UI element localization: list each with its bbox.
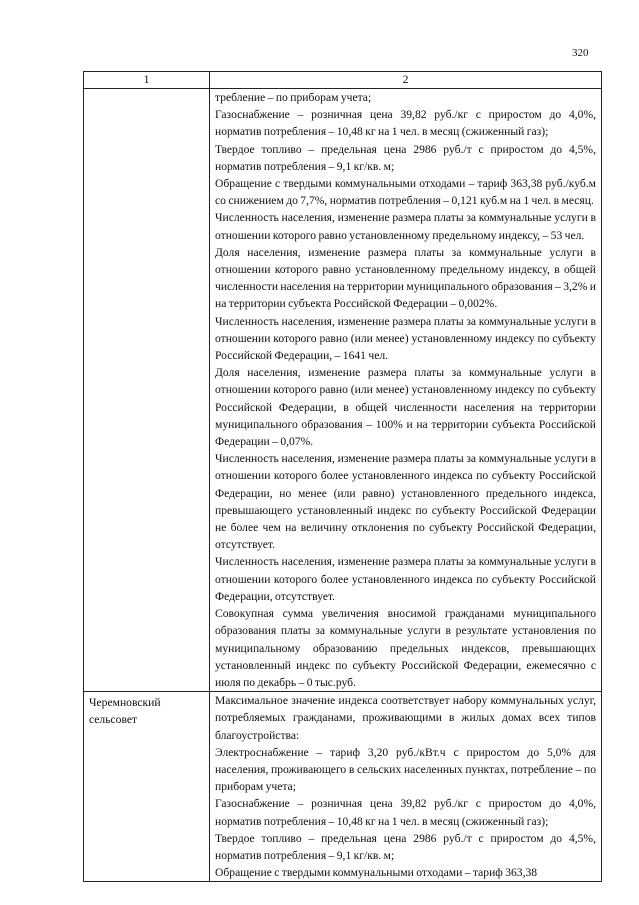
column-header-2: 2 [210,72,602,89]
paragraph: Численность населения, изменение размера платы за коммунальные услуги в отношении которого более установленного индекса по субъекту Российской Федерации, но менее (или равно) установленного предельного индекса, превышающего установленный индекс по субъекту Российской Федерации не более чем на величину отклонения по субъекту Российской Федерации, отсутствует. [215,452,596,552]
region-cell: Черемновский сельсовет [84,692,210,882]
paragraph: Численность населения, изменение размера платы за коммунальные услуги в отношении которого равно (или менее) установленному индексу по субъекту Российской Федерации, – 1641 чел. [215,314,596,363]
paragraph: Численность населения, изменение размера платы за коммунальные услуги в отношении которого равно установленному предельному индексу, – 53 чел. [215,211,596,242]
paragraph: Газоснабжение – розничная цена 39,82 руб./кг с приростом до 4,0%, норматив потребления – 10,48 кг на 1 чел. в месяц (сжиженный газ); [215,797,596,828]
table-row [84,692,602,882]
paragraph: Максимальное значение индекса соответствует набору коммунальных услуг, потребляемых гражданами, проживающими в жилых домах всех типов благоустройства: [215,694,596,742]
paragraph: Газоснабжение – розничная цена 39,82 руб./кг с приростом до 4,0%, норматив потребления – 10,48 кг на 1 чел. в месяц (сжиженный газ); [215,108,596,139]
paragraph: Совокупная сумма увеличения вносимой гражданами муниципального образования платы за коммунальные услуги в результате установления по муниципальному образованию предельных индексов, превышающих установленный индекс по субъекту Российской Федерации, ежемесячно с июля по декабрь – 0 тыс.руб. [215,607,596,689]
region-cell [84,89,210,692]
paragraph: Обращение с твердыми коммунальными отходами – тариф 363,38 [215,866,538,880]
table-row [84,89,602,692]
table-header-row [84,72,602,89]
paragraph: Электроснабжение – тариф 3,20 руб./кВт.ч с приростом до 5,0% для населения, проживающего в сельских населенных пунктах, потребление – по приборам учета; [215,745,596,794]
description-cell [210,89,602,692]
paragraph: Твердое топливо – предельная цена 2986 руб./т с приростом до 4,5%, норматив потребления – 9,1 кг/кв. м; [215,142,596,173]
paragraph: Доля населения, изменение размера платы за коммунальные услуги в отношении которого равно установленному предельному индексу, в общей численности населения на территории муниципального образования – 3,2% и на территории субъекта Российской Федерации – 0,002%. [215,245,596,311]
description-cell [210,692,602,882]
paragraph: Обращение с твердыми коммунальными отходами – тариф 363,38 руб./куб.м со снижением до 7,7%, норматив потребления – 0,121 куб.м на 1 чел. в месяц. [215,177,596,208]
paragraph: Твердое топливо – предельная цена 2986 руб./т с приростом до 4,5%, норматив потребления – 9,1 кг/кв. м; [215,831,596,862]
paragraph: требление – по приборам учета; [215,91,372,104]
column-header-1: 1 [84,72,210,89]
paragraph: Доля населения, изменение размера платы за коммунальные услуги в отношении которого равно (или менее) установленному индексу по субъекту Российской Федерации, в общей численности населения на территории муниципального образования – 100% и на территории субъекта Российской Федерации – 0,07%. [215,366,596,449]
tariff-table [83,71,602,882]
paragraph: Численность населения, изменение размера платы за коммунальные услуги в отношении которого более установленного индекса по субъекту Российской Федерации, отсутствует. [215,555,596,603]
page-number: 320 [572,47,589,59]
